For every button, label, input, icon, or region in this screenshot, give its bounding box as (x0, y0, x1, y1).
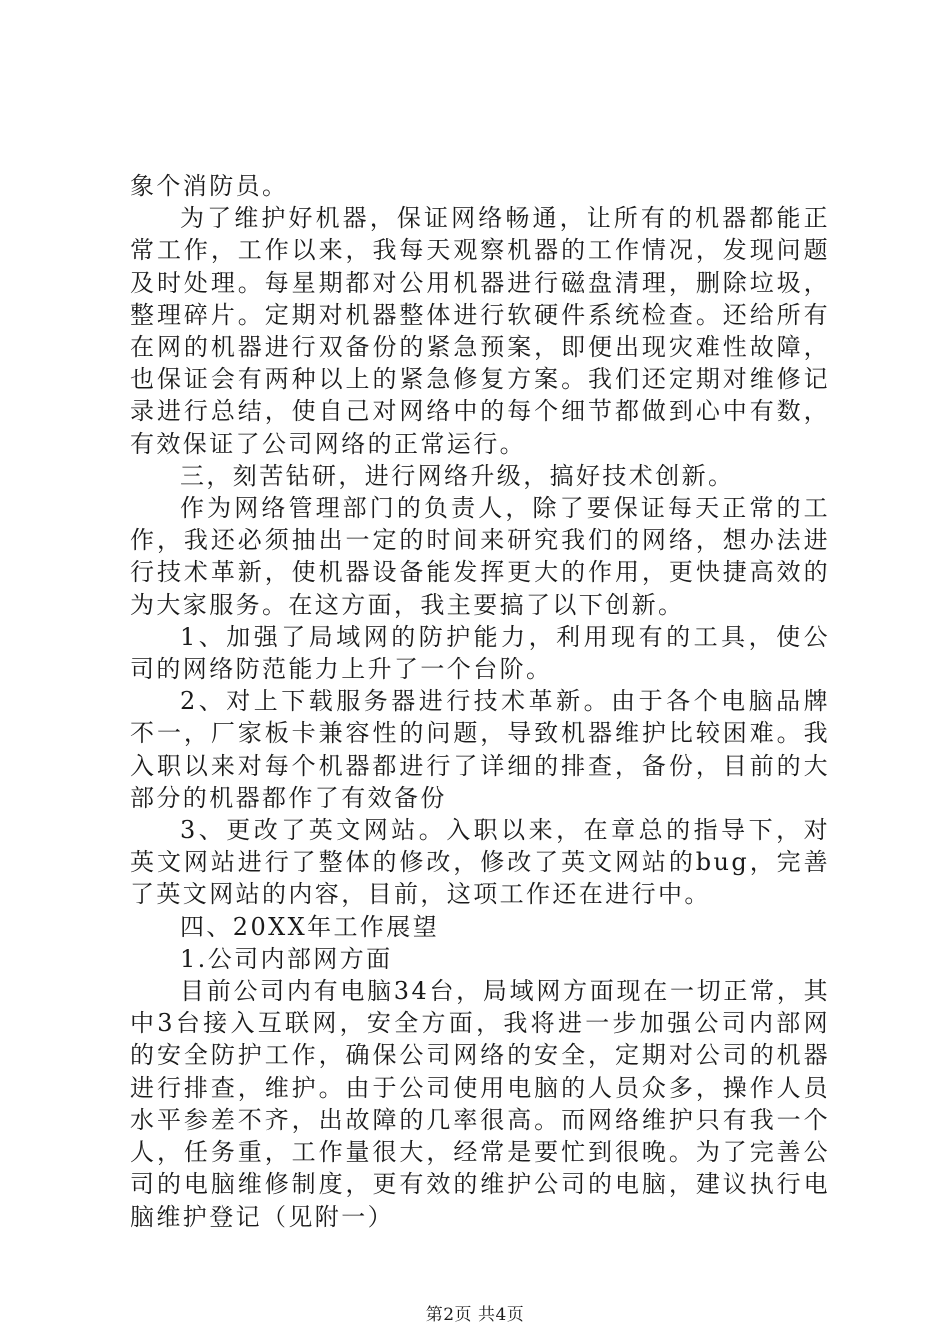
paragraph-final: 目前公司内有电脑34台，局域网方面现在一切正常，其中3台接入互联网，安全方面，我将进一步加强公司内部网的安全防护工作，确保公司网络的安全，定期对公司的机器进行排查，维护。由于公司使用电脑的人员众多，操作人员水平参差不齐，出故障的几率很高。而网络维护只有我一个人，任务重，工作量很大，经常是要忙到很晚。为了完善公司的电脑维修制度，更有效的维护公司的电脑，建议执行电脑维护登记（见附一） (130, 977, 830, 1231)
list-item-2: 2、对上下载服务器进行技术革新。由于各个电脑品牌不一，厂家板卡兼容性的问题，导致机器维护比较困难。我入职以来对每个机器都进行了详细的排查，备份，目前的大部分的机器都作了有效备份 (130, 687, 830, 812)
document-body (130, 170, 830, 1233)
subsection-heading: 1.公司内部网方面 (180, 944, 393, 973)
list-item-1: 1、加强了局域网的防护能力，利用现有的工具，使公司的网络防范能力上升了一个台阶。 (130, 622, 830, 684)
page-number-footer: 第2页 共4页 (425, 1305, 525, 1325)
section-heading-4: 四、20XX年工作展望 (180, 912, 440, 941)
paragraph-2: 为了维护好机器，保证网络畅通，让所有的机器都能正常工作，工作以来，我每天观察机器的工作情况，发现问题及时处理。每星期都对公用机器进行磁盘清理，删除垃圾，整理碎片。定期对机器整体进行软硬件系统检查。还给所有在网的机器进行双备份的紧急预案，即便出现灾难性故障，也保证会有两种以上的紧急修复方案。我们还定期对维修记录进行总结，使自己对网络中的每个细节都做到心中有数，有效保证了公司网络的正常运行。 (130, 204, 830, 458)
list-item-3: 3、更改了英文网站。入职以来，在章总的指导下，对英文网站进行了整体的修改，修改了英文网站的bug，完善了英文网站的内容，目前，这项工作还在进行中。 (130, 816, 830, 909)
section-heading-3: 三，刻苦钻研，进行网络升级，搞好技术创新。 (180, 461, 735, 490)
paragraph-4: 作为网络管理部门的负责人，除了要保证每天正常的工作，我还必须抽出一定的时间来研究我们的网络，想办法进行技术革新，使机器设备能发挥更大的作用，更快捷高效的为大家服务。在这方面，我主要搞了以下创新。 (130, 494, 830, 619)
paragraph-1: 象个消防员。 (130, 172, 289, 200)
